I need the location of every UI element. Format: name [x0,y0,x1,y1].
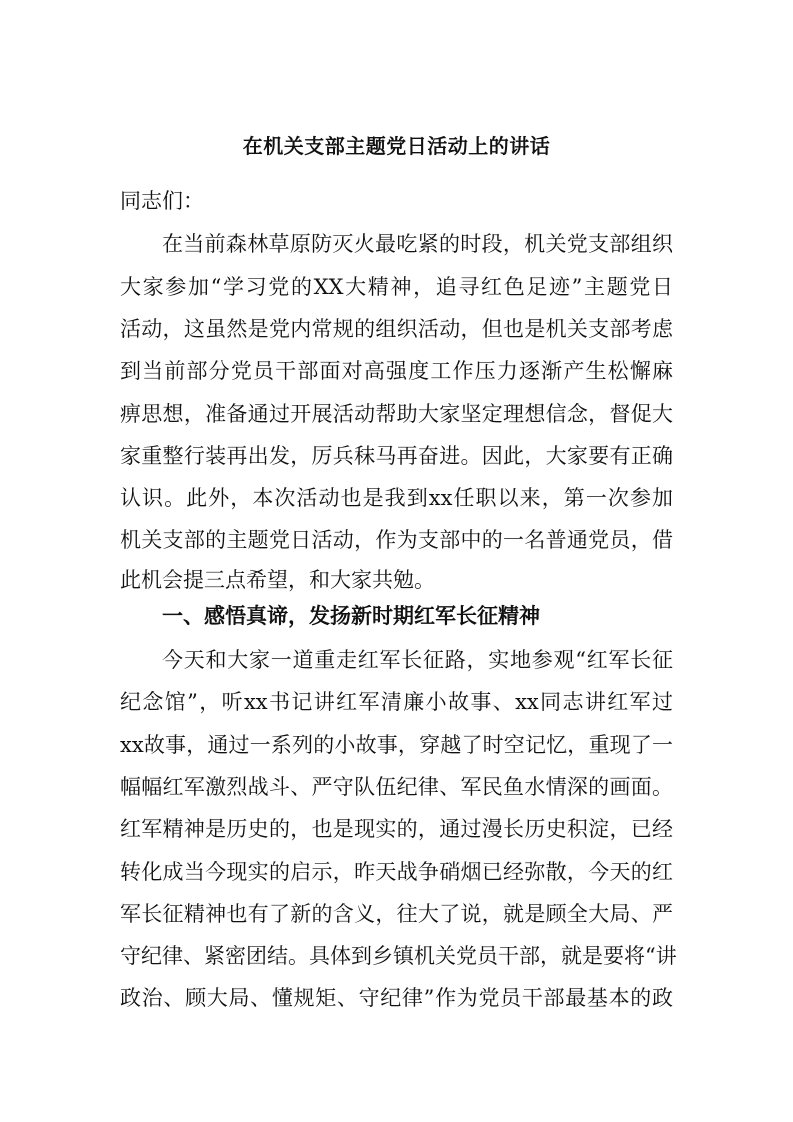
paragraph-line: 转化成当今现实的启示，昨天战争硝烟已经弥散，今天的红 [120,860,673,884]
paragraph-line: 此机会提三点希望，和大家共勉。 [120,568,435,592]
paragraph-line: 纪念馆”，听xx书记讲红军清廉小故事、xx同志讲红军过 [120,690,673,714]
paragraph-line: 政治、顾大局、懂规矩、守纪律”作为党员干部最基本的政 [120,986,673,1010]
paragraph-line: 军长征精神也有了新的含义，往大了说，就是顾全大局、严 [120,902,673,926]
paragraph-line: 守纪律、紧密团结。具体到乡镇机关党员干部，就是要将“讲 [120,944,677,968]
paragraph-line: xx故事，通过一系列的小故事，穿越了时空记忆，重现了一 [120,733,673,757]
paragraph-line: 机关支部的主题党日活动，作为支部中的一名普通党员，借 [120,528,673,552]
salutation: 同志们： [120,189,204,213]
paragraph-line: 活动，这虽然是党内常规的组织活动，但也是机关支部考虑 [120,317,673,341]
paragraph-line: 红军精神是历史的，也是现实的，通过漫长历史积淀，已经 [120,817,673,841]
document-title: 在机关支部主题党日活动上的讲话 [242,134,551,158]
paragraph-line: 今天和大家一道重走红军长征路，实地参观“红军长征 [162,648,673,672]
paragraph-line: 幅幅红军激烈战斗、严守队伍纪律、军民鱼水情深的画面。 [120,775,673,799]
paragraph-line: 认识。此外，本次活动也是我到xx任职以来，第一次参加 [120,486,673,510]
section-heading: 一、感悟真谛，发扬新时期红军长征精神 [162,603,540,628]
paragraph-line: 家重整行装再出发，厉兵秣马再奋进。因此，大家要有正确 [120,444,673,468]
paragraph-line: 到当前部分党员干部面对高强度工作压力逐渐产生松懈麻 [120,359,673,383]
paragraph-line: 痹思想，准备通过开展活动帮助大家坚定理想信念，督促大 [120,402,673,426]
paragraph-line: 在当前森林草原防灭火最吃紧的时段，机关党支部组织 [162,232,673,256]
paragraph-line: 大家参加“学习党的XX大精神，追寻红色足迹”主题党日 [120,275,673,299]
